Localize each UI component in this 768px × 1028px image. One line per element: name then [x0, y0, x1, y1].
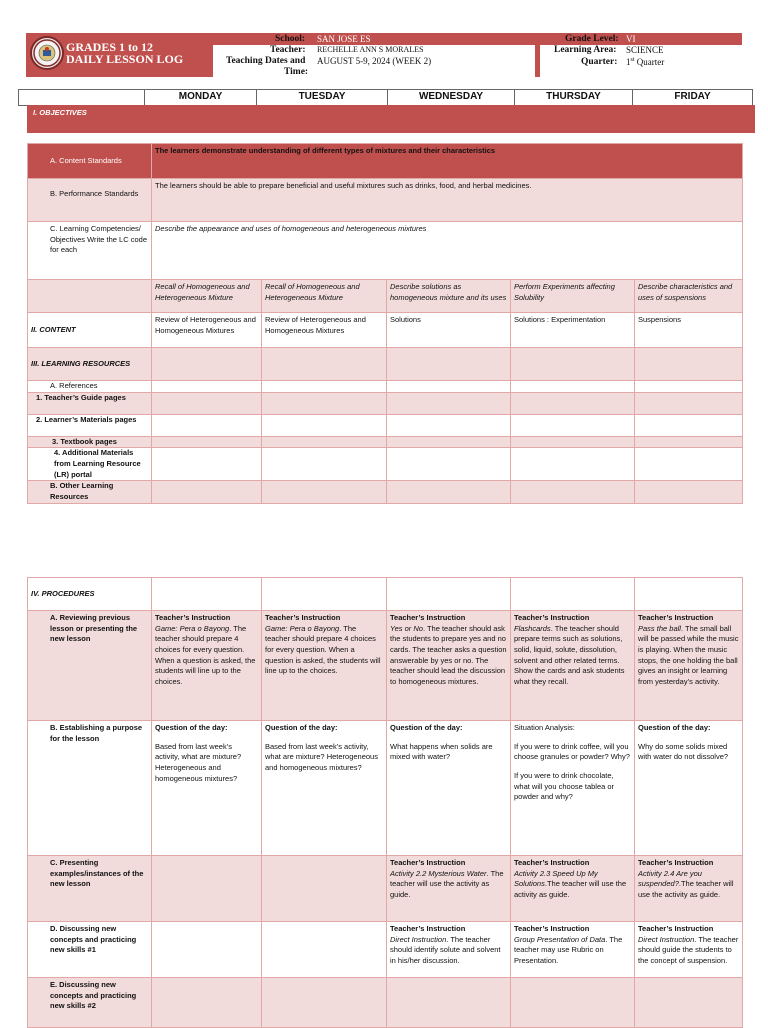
content-tuesday: Review of Heterogeneous and Homogeneous Mixtures	[262, 313, 387, 348]
procedures-table	[27, 577, 743, 1028]
procedure-c-label: C. Presenting examples/instances of the new lesson	[28, 856, 152, 922]
objective-thursday: Perform Experiments affecting Solubility	[511, 280, 635, 313]
objectives-band	[27, 105, 755, 133]
procedure-c-wednesday: Teacher’s Instruction Activity 2.2 Mysterious Water. The teacher will use the activity as guide.	[387, 856, 511, 922]
additional-materials-label: 4. Additional Materials from Learning Resource (LR) portal	[28, 448, 152, 481]
performance-standards-label: B. Performance Standards	[28, 179, 152, 222]
procedure-b-thursday: Situation Analysis: If you were to drink coffee, will you choose granules or powder? Why? If you were to drink chocolate, what will you choose tablea or powder and why?	[511, 721, 635, 856]
textbook-label: 3. Textbook pages	[28, 436, 152, 448]
grade-label: Grade Level:	[565, 34, 619, 44]
content-wednesday: Solutions	[387, 313, 511, 348]
learners-materials-label: 2. Learner’s Materials pages	[28, 414, 152, 436]
day-friday: FRIDAY	[633, 90, 753, 106]
school-label: School:	[275, 34, 306, 44]
area-value: SCIENCE	[626, 45, 664, 55]
time-label: Time:	[284, 67, 309, 77]
quarter-label: Quarter:	[581, 57, 618, 67]
procedure-a-thursday: Teacher’s Instruction Flashcards. The teacher should prepare terms such as solutions, solid, liquid, solute, dissolution, solvent and other related terms. Show the cards and ask students what they recall.	[511, 611, 635, 721]
procedure-c-thursday: Teacher’s Instruction Activity 2.3 Speed Up My Solutions.The teacher will use the activity as guide.	[511, 856, 635, 922]
objective-tuesday: Recall of Homogeneous and Heterogeneous Mixture	[262, 280, 387, 313]
resources-heading: III. LEARNING RESOURCES	[28, 348, 152, 381]
teacher-value: RECHELLE ANN S MORALES	[317, 45, 424, 54]
grade-value: VI	[626, 34, 636, 44]
procedure-a-wednesday: Teacher’s Instruction Yes or No. The teacher should ask the students to prepare yes and no cards. The teacher asks a question answerable by yes or no. The teacher should lead the discussion to homogeneous mixtures.	[387, 611, 511, 721]
teachers-guide-label: 1. Teacher’s Guide pages	[28, 392, 152, 414]
procedure-a-friday: Teacher’s Instruction Pass the ball. The small ball will be passed while the music is playing. When the music stops, the one holding the ball gives an insight or learning from yesterday’s activity.	[635, 611, 743, 721]
other-resources-label: B. Other Learning Resources	[28, 481, 152, 503]
content-heading: II. CONTENT	[28, 313, 152, 348]
procedure-c-friday: Teacher’s Instruction Activity 2.4 Are you suspended?.The teacher will use the activity as guide.	[635, 856, 743, 922]
day-tuesday: TUESDAY	[257, 90, 388, 106]
school-value: SAN JOSE ES	[317, 34, 371, 44]
day-monday: MONDAY	[145, 90, 257, 106]
procedure-d-wednesday: Teacher’s Instruction Direct Instruction. The teacher should identify solute and solvent in his/her discussion.	[387, 922, 511, 978]
days-header	[18, 89, 753, 106]
references-label: A. References	[28, 381, 152, 393]
competencies-label: C. Learning Competencies/ Objectives Write the LC code for each	[28, 222, 152, 280]
objective-monday: Recall of Homogeneous and Heterogeneous Mixture	[152, 280, 262, 313]
title-line2: DAILY LESSON LOG	[66, 52, 184, 66]
deped-seal-icon	[30, 36, 64, 70]
procedures-heading: IV. PROCEDURES	[28, 578, 152, 611]
procedure-a-label: A. Reviewing previous lesson or presenting the new lesson	[28, 611, 152, 721]
competencies-text: Describe the appearance and uses of homogeneous and heterogeneous mixtures	[152, 222, 743, 280]
procedure-d-friday: Teacher’s Instruction Direct Instruction. The teacher should guide the students to the concept of suspension.	[635, 922, 743, 978]
days-blank	[19, 90, 145, 106]
day-thursday: THURSDAY	[515, 90, 633, 106]
procedure-b-tuesday: Question of the day: Based from last week’s activity, what are mixture? Heterogeneous and homogeneous mixtures?	[262, 721, 387, 856]
teacher-label: Teacher:	[270, 45, 306, 55]
procedure-b-monday: Question of the day: Based from last week’s activity, what are mixture? Heterogeneous and homogeneous mixtures?	[152, 721, 262, 856]
procedure-c-tuesday	[262, 856, 387, 922]
content-thursday: Solutions : Experimentation	[511, 313, 635, 348]
procedure-b-friday: Question of the day: Why do some solids mixed with water do not dissolve?	[635, 721, 743, 856]
content-friday: Suspensions	[635, 313, 743, 348]
procedure-a-monday: Teacher’s Instruction Game: Pera o Bayong. The teacher should prepare 4 choices for every question. When a question is asked, the students will line up to the choices.	[152, 611, 262, 721]
dates-value: AUGUST 5-9, 2024 (WEEK 2)	[317, 56, 432, 66]
objective-friday: Describe characteristics and uses of suspensions	[635, 280, 743, 313]
procedure-d-tuesday	[262, 922, 387, 978]
procedure-d-label: D. Discussing new concepts and practicing new skills #1	[28, 922, 152, 978]
procedure-d-monday	[152, 922, 262, 978]
objective-wednesday: Describe solutions as homogeneous mixture and its uses	[387, 280, 511, 313]
area-label: Learning Area:	[554, 45, 617, 55]
objectives-heading: I. OBJECTIVES	[33, 108, 87, 117]
content-standards-text: The learners demonstrate understanding of different types of mixtures and their characteristics	[152, 144, 743, 179]
procedure-a-tuesday: Teacher’s Instruction Game: Pera o Bayong. The teacher should prepare 4 choices for every question. When a question is asked, the students will line up to the choices.	[262, 611, 387, 721]
content-monday: Review of Heterogeneous and Homogeneous Mixtures	[152, 313, 262, 348]
procedure-b-wednesday: Question of the day: What happens when solids are mixed with water?	[387, 721, 511, 856]
performance-standards-text: The learners should be able to prepare beneficial and useful mixtures such as drinks, food, and herbal medicines.	[152, 179, 743, 222]
daily-objectives-blank	[28, 280, 152, 313]
procedure-b-label: B. Establishing a purpose for the lesson	[28, 721, 152, 856]
title-line1: GRADES 1 to 12	[66, 40, 154, 54]
day-wednesday: WEDNESDAY	[388, 90, 515, 106]
dates-label: Teaching Dates and	[226, 56, 306, 66]
procedure-c-monday	[152, 856, 262, 922]
procedure-e-label: E. Discussing new concepts and practicing new skills #2	[28, 978, 152, 1028]
objectives-table	[27, 143, 743, 504]
quarter-value: 1st Quarter	[626, 57, 665, 67]
procedure-d-thursday: Teacher’s Instruction Group Presentation of Data. The teacher may use Rubric on Presentation.	[511, 922, 635, 978]
content-standards-label: A. Content Standards	[28, 144, 152, 179]
